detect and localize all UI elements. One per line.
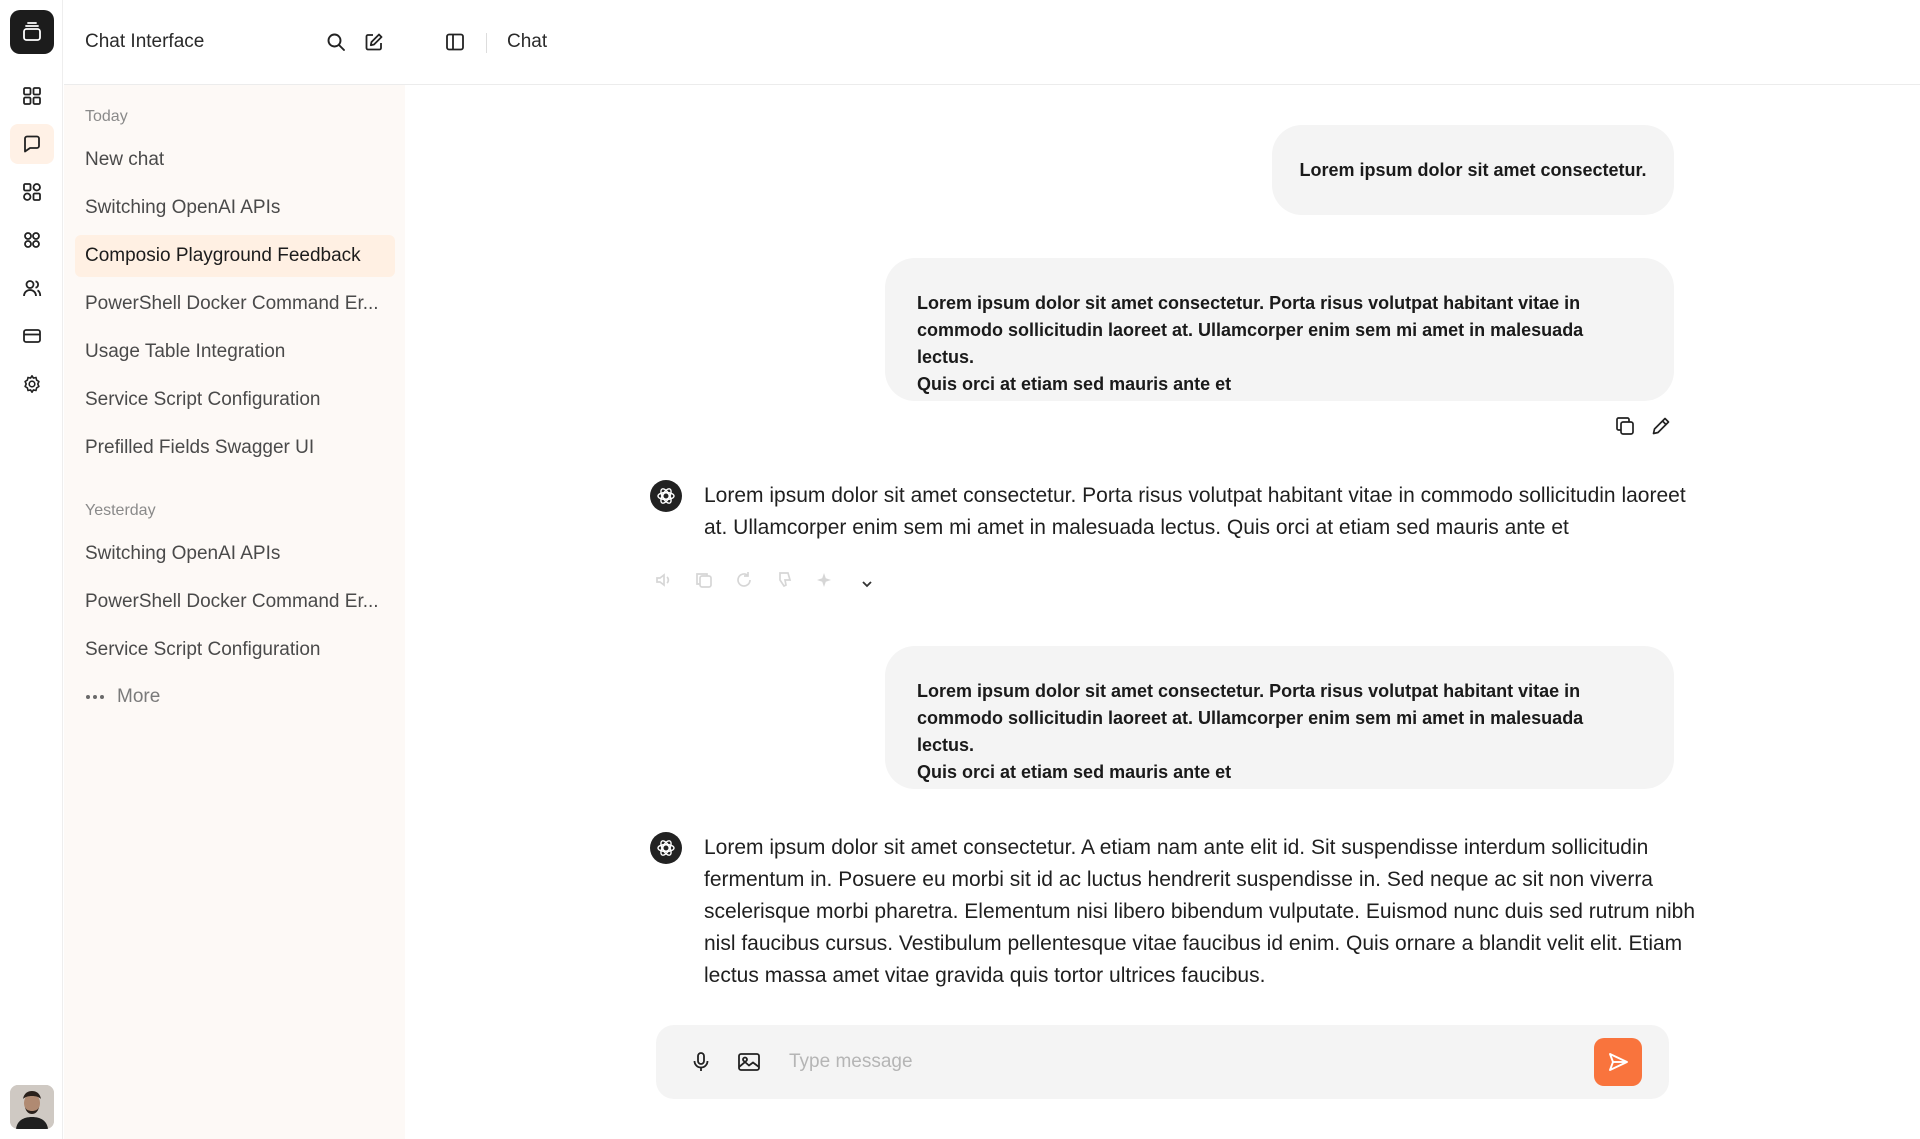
more-label: More [117,686,161,707]
dashboard-icon[interactable] [10,76,54,116]
thumbs-down-icon[interactable] [774,570,794,595]
chat-item[interactable]: Service Script Configuration [85,389,321,410]
chat-sidebar [64,0,405,1139]
user-message-line: commodo sollicitudin laoreet at. Ullamcorper enim sem mi amet in malesuada lectus. [917,320,1584,367]
send-icon [1606,1050,1630,1074]
header-divider [486,33,487,53]
logo-icon [21,21,43,43]
user-message-actions [1614,415,1672,442]
main-header [405,0,1920,85]
page-title: Chat [507,31,548,52]
toggle-sidebar-icon[interactable] [442,29,468,55]
openai-logo-icon [650,832,682,864]
settings-icon[interactable] [10,364,54,404]
model-sparkle-icon[interactable] [814,570,834,595]
section-label-today: Today [85,108,128,125]
user-message-text: Lorem ipsum dolor sit amet consectetur. [1299,159,1647,180]
microphone-icon[interactable] [686,1047,716,1077]
assistant-message-actions [654,570,834,595]
copy-icon[interactable] [1614,415,1636,442]
edit-pencil-icon[interactable] [1650,415,1672,442]
chevron-down-icon[interactable] [860,577,874,596]
message-input[interactable] [789,1047,1569,1077]
chat-item[interactable]: Service Script Configuration [85,639,321,660]
user-message-line: Quis orci at etiam sed mauris ante et [917,374,1232,394]
integrations-icon[interactable] [10,220,54,260]
app-logo[interactable] [10,10,54,54]
assistant-message-text: Lorem ipsum dolor sit amet consectetur. A etiam nam ante elit id. Sit suspendisse interdum sollicitudin fermentum in. Posuere eu morbi sit id ac luctus hendrerit suspendisse in. Sed neque ac sit non viverra scelerisque morbi pharetra. Elementum nisi libero bibendum vulputate. Euismod nunc duis sed rutrum nibh nisl faucibus cursus. Vestibulum pellentesque vitae faucibus id enim. Quis ornare a blandit velit elit. Etiam lectus massa amet vitae gravida quis tortor ultrices faucibus. [704,836,1696,987]
openai-logo-icon [650,480,682,512]
send-button[interactable] [1594,1038,1642,1086]
assistant-message-text: Lorem ipsum dolor sit amet consectetur. Porta risus volutpat habitant vitae in commodo sollicitudin laoreet at. Ullamcorper enim sem mi amet in malesuada lectus. Quis orci at etiam sed mauris ante et [704,484,1686,539]
user-message-line: Lorem ipsum dolor sit amet consectetur. Porta risus volutpat habitant vitae in [917,293,1581,313]
image-upload-icon[interactable] [734,1047,764,1077]
user-message [885,258,1674,401]
apps-icon[interactable] [10,172,54,212]
sidebar-header [64,0,405,85]
search-icon[interactable] [323,29,349,55]
user-message [1272,125,1674,215]
chat-item[interactable]: PowerShell Docker Command Er... [85,591,379,612]
billing-icon[interactable] [10,316,54,356]
chat-item[interactable]: PowerShell Docker Command Er... [85,293,379,314]
user-message [885,646,1674,789]
avatar[interactable] [10,1085,54,1129]
app-title: Chat Interface [85,31,205,52]
chat-item[interactable]: Prefilled Fields Swagger UI [85,437,315,458]
chat-item[interactable]: Switching OpenAI APIs [85,197,281,218]
chat-icon[interactable] [10,124,54,164]
user-message-line: commodo sollicitudin laoreet at. Ullamcorper enim sem mi amet in malesuada lectus. [917,708,1584,755]
more-dots-icon [85,694,105,700]
more-button[interactable] [85,686,160,708]
chat-item[interactable]: Usage Table Integration [85,341,286,362]
chat-item[interactable]: Switching OpenAI APIs [85,543,281,564]
user-message-line: Quis orci at etiam sed mauris ante et [917,762,1232,782]
message-composer [656,1025,1669,1099]
chat-item[interactable]: New chat [85,149,165,170]
read-aloud-icon[interactable] [654,570,674,595]
chat-item-active[interactable]: Composio Playground Feedback [75,235,395,277]
regenerate-icon[interactable] [734,570,754,595]
section-label-yesterday: Yesterday [85,502,156,519]
users-icon[interactable] [10,268,54,308]
new-chat-edit-icon[interactable] [361,29,387,55]
copy-icon[interactable] [694,570,714,595]
icon-rail [0,0,63,1139]
user-message-line: Lorem ipsum dolor sit amet consectetur. Porta risus volutpat habitant vitae in [917,681,1581,701]
